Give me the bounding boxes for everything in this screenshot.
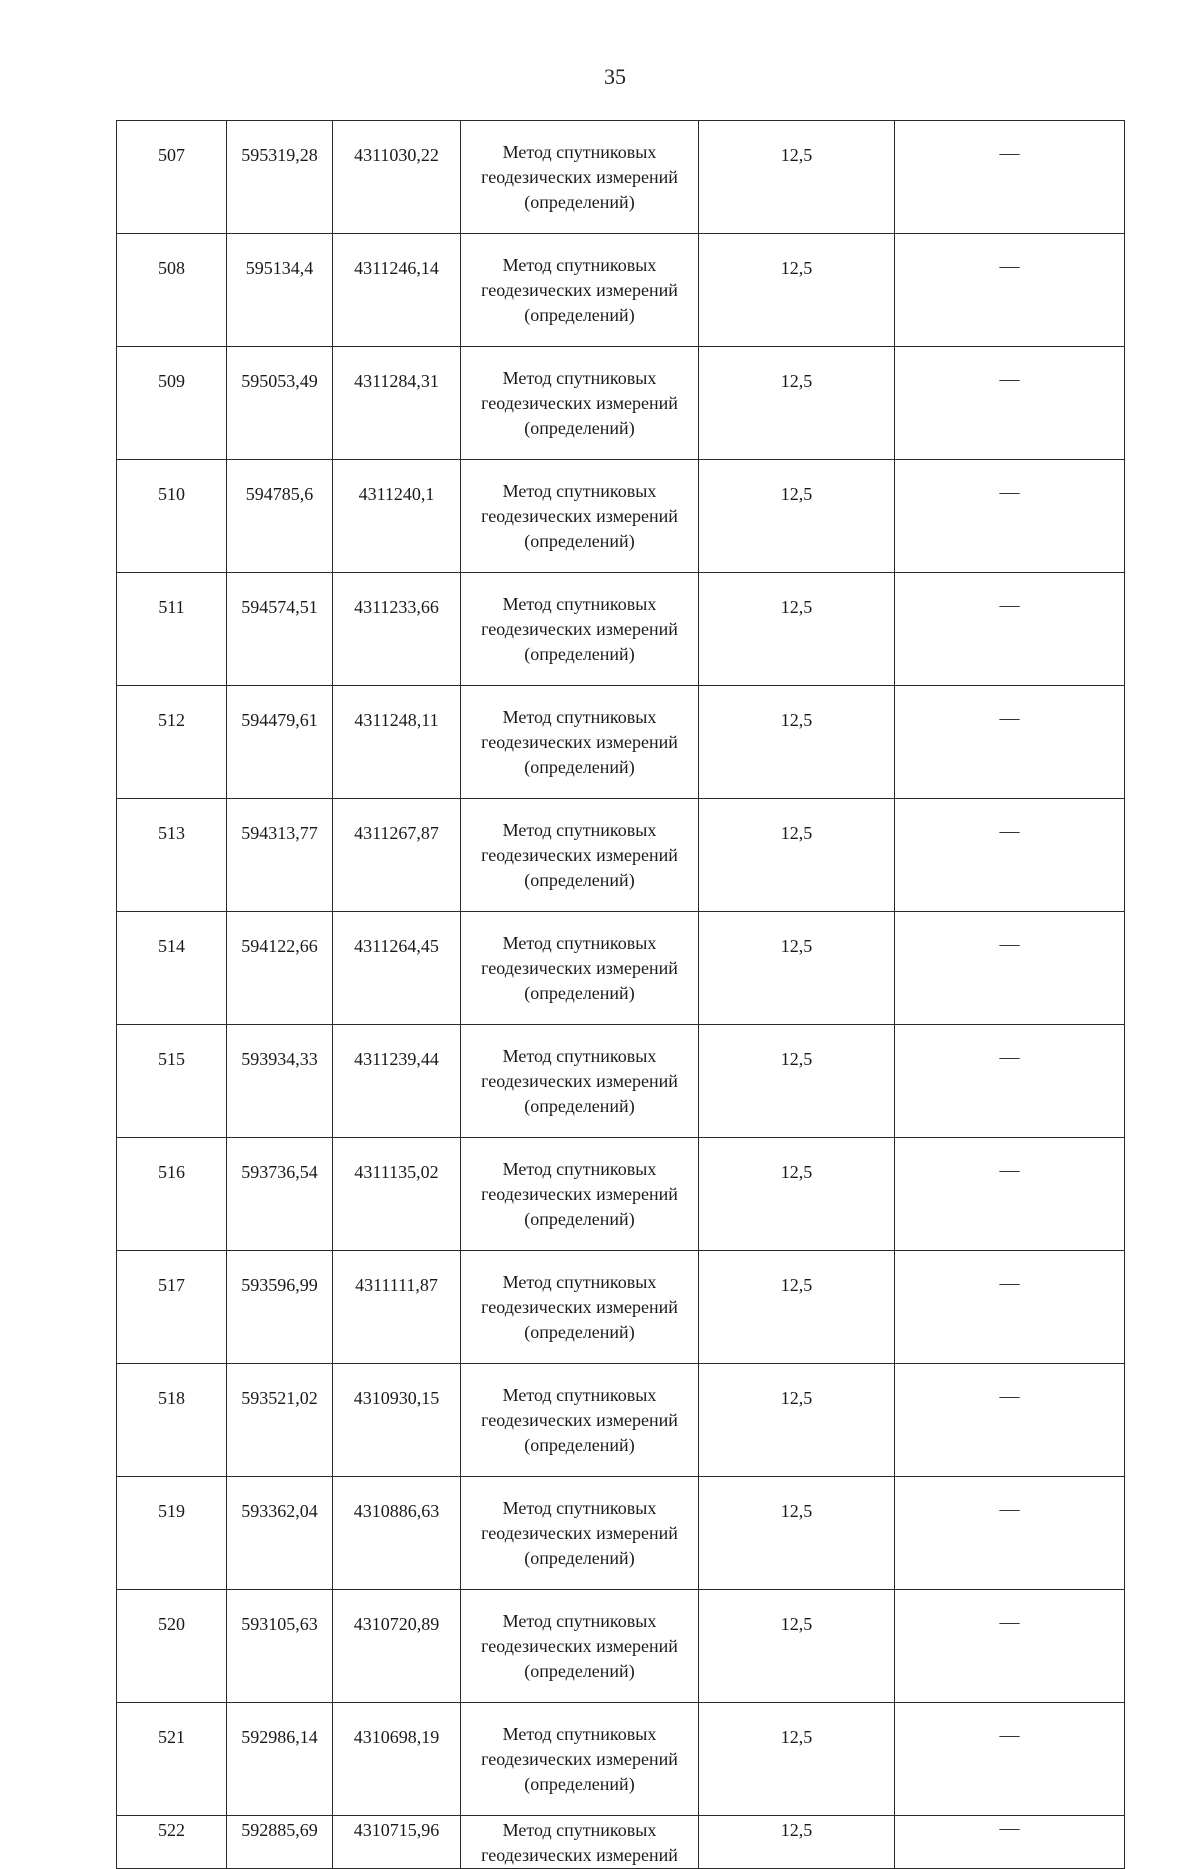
point-number-cell: 510 (117, 460, 227, 573)
method-cell (461, 1703, 699, 1816)
method-cell (461, 573, 699, 686)
note-cell: — (895, 234, 1125, 347)
accuracy-cell: 12,5 (699, 121, 895, 234)
table-row (117, 1138, 1125, 1251)
note-cell: — (895, 1138, 1125, 1251)
method-line: Метод спутниковых (502, 593, 657, 614)
point-number-cell: 517 (117, 1251, 227, 1364)
y-coordinate-cell: 4311248,11 (333, 686, 461, 799)
method-line: (определений) (524, 1434, 635, 1455)
method-line: Метод спутниковых (502, 932, 657, 953)
method-line: (определений) (524, 1095, 635, 1116)
x-coordinate-cell: 595134,4 (227, 234, 333, 347)
method-line: геодезических измерений (481, 618, 678, 639)
table-row (117, 460, 1125, 573)
method-cell (461, 1590, 699, 1703)
method-cell (461, 1251, 699, 1364)
method-line: (определений) (524, 191, 635, 212)
y-coordinate-cell: 4310930,15 (333, 1364, 461, 1477)
y-coordinate-cell: 4311284,31 (333, 347, 461, 460)
table-row (117, 1364, 1125, 1477)
method-cell (461, 1477, 699, 1590)
note-cell: — (895, 1816, 1125, 1869)
note-cell: — (895, 1590, 1125, 1703)
note-cell: — (895, 1703, 1125, 1816)
note-cell: — (895, 799, 1125, 912)
method-line: геодезических измерений (481, 1296, 678, 1317)
method-line: Метод спутниковых (502, 1045, 657, 1066)
method-line: (определений) (524, 1547, 635, 1568)
method-line: геодезических измерений (481, 731, 678, 752)
method-line: Метод спутниковых (502, 1820, 657, 1840)
method-cell (461, 1816, 699, 1869)
table-row (117, 1816, 1125, 1869)
table-row (117, 573, 1125, 686)
note-cell: — (895, 1025, 1125, 1138)
method-line: геодезических измерений (481, 505, 678, 526)
method-line: геодезических измерений (481, 392, 678, 413)
x-coordinate-cell: 592986,14 (227, 1703, 333, 1816)
table-row (117, 121, 1125, 234)
table-row (117, 686, 1125, 799)
coordinates-table-body (117, 121, 1125, 1869)
point-number-cell: 516 (117, 1138, 227, 1251)
table-row (117, 1703, 1125, 1816)
table-row (117, 1025, 1125, 1138)
method-line: Метод спутниковых (502, 1158, 657, 1179)
accuracy-cell: 12,5 (699, 1703, 895, 1816)
x-coordinate-cell: 593736,54 (227, 1138, 333, 1251)
method-line: геодезических измерений (481, 1748, 678, 1769)
method-line: (определений) (524, 1773, 635, 1794)
y-coordinate-cell: 4310698,19 (333, 1703, 461, 1816)
y-coordinate-cell: 4310715,96 (333, 1816, 461, 1869)
accuracy-cell: 12,5 (699, 1025, 895, 1138)
y-coordinate-cell: 4311135,02 (333, 1138, 461, 1251)
y-coordinate-cell: 4311240,1 (333, 460, 461, 573)
method-cell (461, 1025, 699, 1138)
note-cell: — (895, 1251, 1125, 1364)
table-row (117, 912, 1125, 1025)
note-cell: — (895, 121, 1125, 234)
point-number-cell: 520 (117, 1590, 227, 1703)
note-cell: — (895, 460, 1125, 573)
accuracy-cell: 12,5 (699, 347, 895, 460)
note-cell: — (895, 573, 1125, 686)
method-line: Метод спутниковых (502, 254, 657, 275)
method-line: Метод спутниковых (502, 1384, 657, 1405)
method-line: (определений) (524, 1208, 635, 1229)
method-cell (461, 347, 699, 460)
point-number-cell: 519 (117, 1477, 227, 1590)
table-row (117, 799, 1125, 912)
method-line: геодезических измерений (481, 1409, 678, 1430)
accuracy-cell: 12,5 (699, 1364, 895, 1477)
point-number-cell: 522 (117, 1816, 227, 1869)
x-coordinate-cell: 594122,66 (227, 912, 333, 1025)
accuracy-cell: 12,5 (699, 1138, 895, 1251)
table-row (117, 1251, 1125, 1364)
method-line: Метод спутниковых (502, 1497, 657, 1518)
x-coordinate-cell: 594785,6 (227, 460, 333, 573)
method-cell (461, 1364, 699, 1477)
accuracy-cell: 12,5 (699, 1590, 895, 1703)
table-row (117, 347, 1125, 460)
method-line: (определений) (524, 756, 635, 777)
method-cell (461, 799, 699, 912)
note-cell: — (895, 1364, 1125, 1477)
table-row (117, 1590, 1125, 1703)
point-number-cell: 511 (117, 573, 227, 686)
note-cell: — (895, 686, 1125, 799)
y-coordinate-cell: 4311264,45 (333, 912, 461, 1025)
method-line: геодезических измерений (481, 1635, 678, 1656)
method-cell (461, 1138, 699, 1251)
method-line: геодезических измерений (481, 844, 678, 865)
accuracy-cell: 12,5 (699, 1816, 895, 1869)
accuracy-cell: 12,5 (699, 460, 895, 573)
accuracy-cell: 12,5 (699, 1251, 895, 1364)
point-number-cell: 507 (117, 121, 227, 234)
method-line: (определений) (524, 982, 635, 1003)
x-coordinate-cell: 593934,33 (227, 1025, 333, 1138)
method-line: Метод спутниковых (502, 141, 657, 162)
accuracy-cell: 12,5 (699, 686, 895, 799)
y-coordinate-cell: 4311233,66 (333, 573, 461, 686)
accuracy-cell: 12,5 (699, 573, 895, 686)
method-line: Метод спутниковых (502, 706, 657, 727)
y-coordinate-cell: 4311246,14 (333, 234, 461, 347)
x-coordinate-cell: 594574,51 (227, 573, 333, 686)
point-number-cell: 508 (117, 234, 227, 347)
x-coordinate-cell: 595319,28 (227, 121, 333, 234)
method-line: (определений) (524, 643, 635, 664)
x-coordinate-cell: 592885,69 (227, 1816, 333, 1869)
coordinates-table (116, 120, 1125, 1869)
accuracy-cell: 12,5 (699, 799, 895, 912)
method-line: геодезических измерений (481, 957, 678, 978)
table-row (117, 1477, 1125, 1590)
method-line: геодезических измерений (481, 1183, 678, 1204)
method-line: (определений) (524, 1660, 635, 1681)
method-line: (определений) (524, 417, 635, 438)
accuracy-cell: 12,5 (699, 912, 895, 1025)
note-cell: — (895, 1477, 1125, 1590)
point-number-cell: 512 (117, 686, 227, 799)
point-number-cell: 515 (117, 1025, 227, 1138)
method-line: (определений) (524, 1321, 635, 1342)
method-line: геодезических измерений (481, 166, 678, 187)
x-coordinate-cell: 593596,99 (227, 1251, 333, 1364)
method-line: Метод спутниковых (502, 819, 657, 840)
method-line: геодезических измерений (481, 279, 678, 300)
method-cell (461, 234, 699, 347)
method-cell (461, 460, 699, 573)
y-coordinate-cell: 4311111,87 (333, 1251, 461, 1364)
method-line: Метод спутниковых (502, 1271, 657, 1292)
method-cell (461, 912, 699, 1025)
method-line: (определений) (524, 530, 635, 551)
accuracy-cell: 12,5 (699, 1477, 895, 1590)
x-coordinate-cell: 595053,49 (227, 347, 333, 460)
x-coordinate-cell: 594479,61 (227, 686, 333, 799)
point-number-cell: 509 (117, 347, 227, 460)
point-number-cell: 513 (117, 799, 227, 912)
page-number: 35 (604, 64, 626, 89)
note-cell: — (895, 347, 1125, 460)
method-line: Метод спутниковых (502, 1723, 657, 1744)
method-line: геодезических измерений (481, 1845, 678, 1865)
x-coordinate-cell: 594313,77 (227, 799, 333, 912)
x-coordinate-cell: 593521,02 (227, 1364, 333, 1477)
method-line: Метод спутниковых (502, 367, 657, 388)
method-cell (461, 121, 699, 234)
method-cell (461, 686, 699, 799)
method-line: (определений) (524, 304, 635, 325)
method-line: Метод спутниковых (502, 480, 657, 501)
x-coordinate-cell: 593362,04 (227, 1477, 333, 1590)
method-line: геодезических измерений (481, 1522, 678, 1543)
y-coordinate-cell: 4311239,44 (333, 1025, 461, 1138)
method-line: геодезических измерений (481, 1070, 678, 1091)
accuracy-cell: 12,5 (699, 234, 895, 347)
point-number-cell: 514 (117, 912, 227, 1025)
note-cell: — (895, 912, 1125, 1025)
table-row (117, 234, 1125, 347)
x-coordinate-cell: 593105,63 (227, 1590, 333, 1703)
method-line: (определений) (524, 869, 635, 890)
y-coordinate-cell: 4310720,89 (333, 1590, 461, 1703)
y-coordinate-cell: 4311267,87 (333, 799, 461, 912)
point-number-cell: 521 (117, 1703, 227, 1816)
y-coordinate-cell: 4311030,22 (333, 121, 461, 234)
method-line: Метод спутниковых (502, 1610, 657, 1631)
point-number-cell: 518 (117, 1364, 227, 1477)
y-coordinate-cell: 4310886,63 (333, 1477, 461, 1590)
